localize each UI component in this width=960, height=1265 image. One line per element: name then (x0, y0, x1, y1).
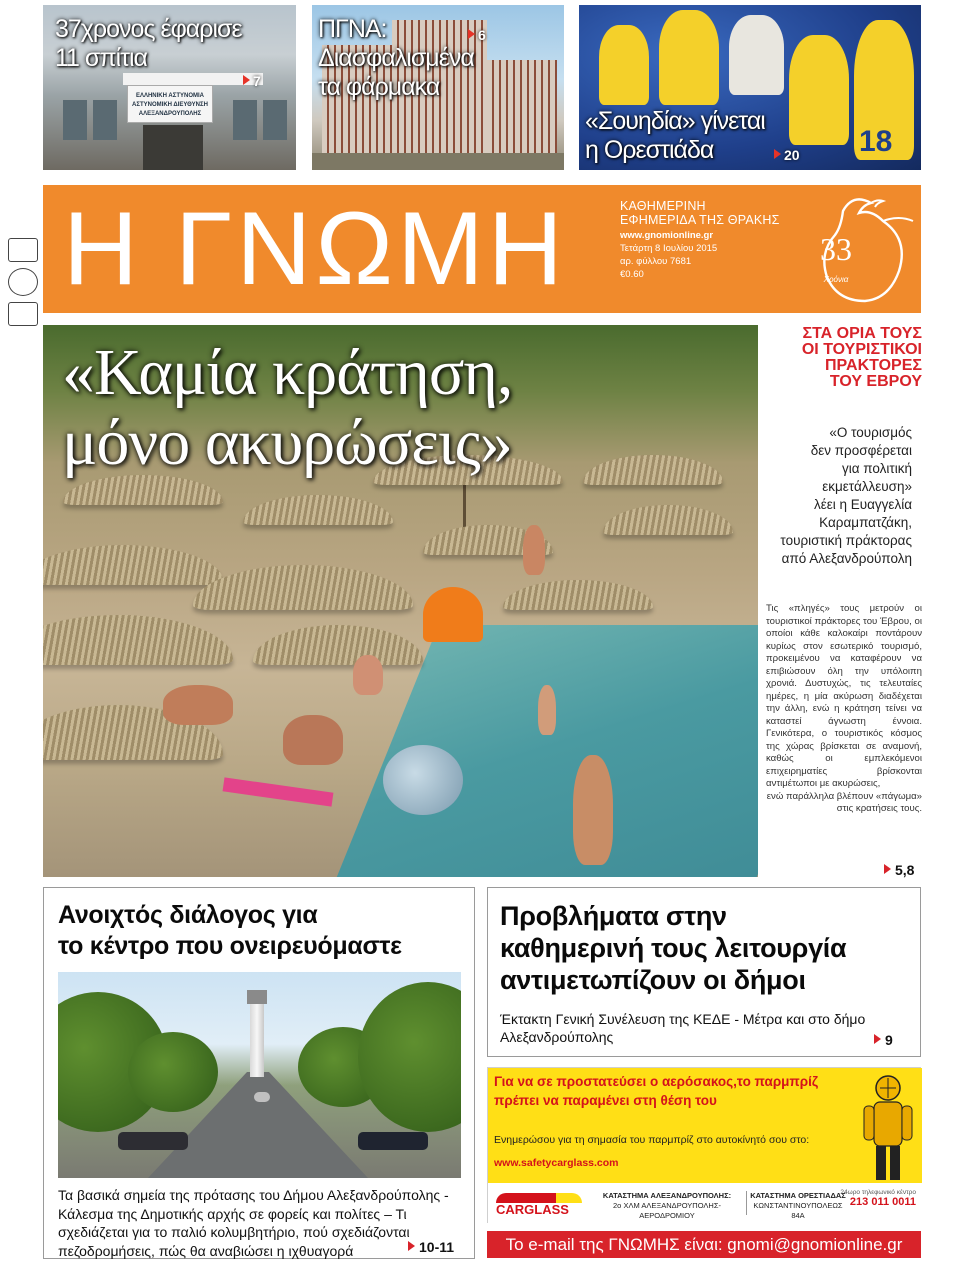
lead-body-text: Τις «πληγές» τους μετρούν οι τουριστικοί πράκτορες του Έβρου, οι οποίοι κάθε καλοκαίρι ποντάρουν κυρίως στον εσωτερικό τουρισμό, προκειμένου να καταφέρουν να επιβιώσουν όλη την υπόλοιπη χρονιά. Δυστυχώς, τις τελευταίες ημέρες, η μία ακύρωση διαδέχεται την άλλη, ενώ η κράτηση τείνει να καταστεί άγνωστη έννοια. Γενικότερα, ο τουριστικός κόσμος της χώρας βρίσκεται σε αναμονή, καθώς οι εμπλεκόμενοι επιχειρηματίες βρίσκονται αντιμέτωποι με ακυρώσεις, (766, 603, 922, 789)
teaser-burglary[interactable] (43, 5, 296, 170)
story-headline-line: το κέντρο που ονειρευόμαστε (58, 932, 402, 960)
teaser-caption (318, 15, 474, 102)
teaser-volleyball[interactable] (579, 5, 921, 170)
story-municipalities[interactable] (487, 887, 921, 1057)
building (487, 60, 557, 155)
phone-number[interactable]: 213 011 0011 (849, 1196, 916, 1208)
tree (358, 982, 461, 1132)
masthead-info (620, 199, 780, 281)
page-number: 7 (253, 73, 261, 89)
triangle-icon (874, 1034, 881, 1044)
umbrella (43, 615, 233, 665)
teaser-caption-line: η Ορεστιάδα (585, 136, 714, 164)
umbrella (63, 475, 223, 505)
umbrella (503, 580, 653, 610)
teaser-caption-line: 11 σπίτια (55, 44, 148, 72)
ad-yellow-panel (488, 1068, 922, 1183)
lead-body-text: ενώ παράλληλα βλέπουν «πάγωμα» στις κρατήσεις τους. (766, 790, 922, 814)
recycle-badge-icon (8, 238, 38, 262)
tagline: ΚΑΘΗΜΕΡΙΝΗ (620, 199, 706, 213)
inflatable-float (383, 745, 463, 815)
beachgoer (538, 685, 556, 735)
beachgoer (353, 655, 383, 695)
story-headline-line: καθημερινή τους λειτουργία (500, 933, 847, 963)
umbrella (603, 505, 733, 535)
ad-headline (494, 1072, 854, 1110)
masthead (43, 185, 921, 313)
issue-date: Τετάρτη 8 Ιουλίου 2015 (620, 243, 718, 254)
quote-line: από Αλεξανδρούπολη (781, 551, 912, 566)
parked-car (118, 1132, 188, 1150)
crash-test-dummy-icon (858, 1072, 914, 1182)
triangle-icon (243, 75, 250, 85)
teaser-caption-line: «Σουηδία» γίνεται (585, 107, 765, 135)
teaser-hospital[interactable] (312, 5, 564, 170)
quote-line: Καραμπατζάκη, (819, 515, 912, 530)
store-orestiada (750, 1191, 846, 1221)
store-alexandroupoli (592, 1191, 742, 1221)
balcony-rail (123, 73, 263, 85)
anniversary-number: 33 (820, 231, 852, 267)
umbrella (243, 495, 393, 525)
quote-line: εκμετάλλευση» (822, 479, 912, 494)
quote-line: «Ο τουρισμός (829, 425, 912, 440)
ground (312, 153, 564, 170)
triangle-icon (408, 1241, 415, 1251)
seal-badge-icon (8, 268, 38, 296)
triangle-icon (468, 29, 475, 39)
lead-headline[interactable] (62, 338, 512, 478)
teaser-caption (585, 107, 765, 165)
ad-footer (488, 1183, 922, 1224)
triangle-icon (774, 149, 781, 159)
teaser-caption-line: τα φάρμακα (318, 73, 440, 101)
tree (128, 1032, 218, 1112)
page-ref (468, 27, 486, 43)
teaser-caption-line: 37χρονος έφαρισε (55, 15, 242, 43)
jersey-number: 18 (859, 125, 893, 158)
window (263, 100, 287, 140)
ad-headline-line: πρέπει να παραμένει στη θέση του (494, 1093, 717, 1108)
quote-line: δεν προσφέρεται (810, 443, 912, 458)
lead-body (766, 603, 922, 816)
umbrella (253, 625, 423, 665)
page-ref (243, 73, 261, 89)
kicker-line: ΟΙ ΤΟΥΡΙΣΤΙΚΟΙ (801, 341, 922, 358)
beachgoer (163, 685, 233, 725)
page-ref (774, 147, 800, 163)
story-headline-line: Προβλήματα στην (500, 901, 727, 931)
store-title: ΚΑΤΑΣΤΗΜΑ ΟΡΕΣΤΙΑΔΑΣ (750, 1191, 846, 1200)
store-address: 2ο ΧΛΜ ΑΛΕΞΑΝΔΡΟΥΠΟΛΗΣ-ΑΕΡΟΔΡΟΜΙΟΥ (613, 1201, 721, 1220)
player (789, 35, 849, 145)
umbrella (193, 565, 413, 610)
umbrella (43, 545, 223, 585)
lead-headline-line: «Καμία κράτηση, (62, 336, 513, 409)
player (599, 25, 649, 105)
car (254, 1092, 270, 1102)
window (233, 100, 257, 140)
store-title: ΚΑΤΑΣΤΗΜΑ ΑΛΕΞΑΝΔΡΟΥΠΟΛΗΣ: (602, 1191, 732, 1200)
umbrella (583, 455, 723, 485)
quote-line: τουριστική πράκτορας (780, 533, 912, 548)
story-city-center[interactable] (43, 887, 475, 1259)
entrance-door (143, 125, 203, 170)
police-sign-line: ΑΣΤΥΝΟΜΙΚΗ ΔΙΕΥΘΥΝΣΗ (132, 102, 208, 108)
window (93, 100, 117, 140)
street-lighthouse-photo (58, 972, 461, 1178)
parked-car (358, 1132, 428, 1150)
beachgoer (573, 755, 613, 865)
ad-url-link[interactable]: www.safetycarglass.com (494, 1157, 619, 1169)
kicker-line: ΠΡΑΚΤΟΡΕΣ (824, 357, 922, 374)
player (659, 10, 719, 105)
page-number: 9 (885, 1032, 893, 1048)
ad-headline-line: Για να σε προστατεύσει ο αερόσακος,το παρμπρίζ (494, 1074, 819, 1089)
story-left-page-ref[interactable] (408, 1239, 454, 1255)
lead-kicker (772, 326, 922, 390)
triangle-icon (884, 864, 891, 874)
page-number: 20 (784, 147, 800, 163)
carglass-advertisement[interactable] (487, 1067, 921, 1223)
lighthouse (250, 1002, 264, 1077)
page-number: 5,8 (895, 862, 915, 878)
story-headline-line: αντιμετωπίζουν οι δήμοι (500, 965, 806, 995)
story-blurb: Τα βασικά σημεία της πρότασης του Δήμου Αλεξανδρούπολης - Κάλεσμα της Δημοτικής αρχής σε φορείς και πολίτες – Τι σχεδιάζεται για το παλιό κολυμβητήριο, πού σχεδιάζονται πεζοδρομήσεις, πώς θα αναβιώσει η ιχθυαγορά (58, 1187, 449, 1259)
player (729, 15, 784, 95)
story-headline-line: Ανοιχτός διάλογος για (58, 901, 318, 929)
certification-badge-icon (8, 302, 38, 326)
lead-page-ref[interactable] (884, 862, 914, 878)
side-badges (8, 238, 38, 332)
newspaper-title: Η ΓΝΩΜΗ (63, 191, 567, 307)
quote-line: λέει η Ευαγγελία (813, 497, 912, 512)
window (63, 100, 87, 140)
police-sign-line: ΕΛΛΗΝΙΚΗ ΑΣΤΥΝΟΜΙΑ (135, 93, 205, 99)
story-blurb: Έκτακτη Γενική Συνέλευση της ΚΕΔΕ - Μέτρα και στο δήμο Αλεξανδρούπολης (500, 1011, 866, 1045)
quote-line: για πολιτική (841, 461, 912, 476)
divider (746, 1191, 747, 1215)
email-banner[interactable]: Το e-mail της ΓΝΩΜΗΣ είναι: gnomi@gnomionline.gr (487, 1231, 921, 1258)
anniversary-label: Χρόνια (823, 275, 849, 284)
kicker-line: ΤΟΥ ΕΒΡΟΥ (829, 373, 922, 390)
lead-headline-line: μόνο ακυρώσεις» (62, 406, 512, 479)
story-headline (500, 900, 846, 996)
page-number: 10-11 (419, 1239, 455, 1255)
orange-tent (423, 587, 483, 642)
ad-phone (840, 1189, 916, 1208)
phone-label: 24ωρο τηλεφωνικό κέντρο (840, 1189, 916, 1196)
beachgoer (283, 715, 343, 765)
price: €0.60 (620, 269, 644, 280)
beachgoer (523, 525, 545, 575)
teaser-caption-line: ΠΓΝΑ: (318, 15, 387, 43)
tagline: ΕΦΗΜΕΡΙΔΑ ΤΗΣ ΘΡΑΚΗΣ (620, 213, 780, 227)
police-sign-line: ΑΛΕΞΑΝΔΡΟΥΠΟΛΗΣ (138, 111, 202, 117)
story-right-page-ref[interactable] (874, 1032, 893, 1048)
teaser-caption-line: Διασφαλισμένα (318, 44, 474, 72)
website-link[interactable]: www.gnomionline.gr (620, 230, 714, 241)
ad-subtext: Ενημερώσου για τη σημασία του παρμπρίζ στο αυτοκίνητό σου στο: (494, 1134, 810, 1146)
carglass-logo (496, 1193, 582, 1217)
page-number: 6 (478, 27, 486, 43)
teaser-caption (55, 15, 242, 73)
store-address: ΚΩΝΣΤΑΝΤΙΝΟΥΠΟΛΕΩΣ 84Α (753, 1201, 843, 1220)
kicker-line: ΣΤΑ ΟΡΙΑ ΤΟΥΣ (802, 325, 922, 342)
carglass-wordmark: CARGLASS (496, 1202, 569, 1217)
story-headline (58, 900, 402, 962)
beach-towel (223, 777, 334, 806)
issue-number: αρ. φύλλου 7681 (620, 256, 692, 267)
police-sign (127, 85, 213, 123)
lead-quote (762, 424, 912, 568)
